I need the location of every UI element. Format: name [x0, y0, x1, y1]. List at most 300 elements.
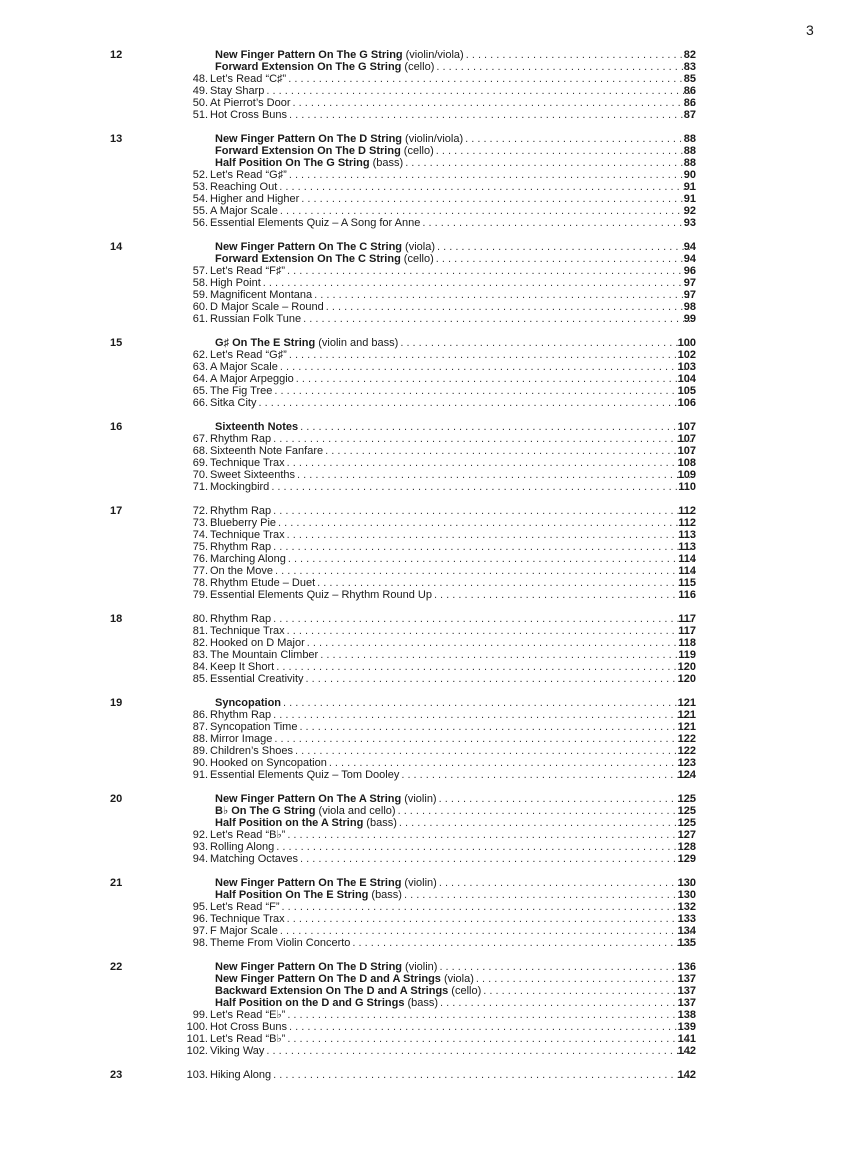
entry-body: [210, 361, 696, 373]
dot-leader: [300, 421, 694, 433]
toc-exercise-row[interactable]: [0, 541, 864, 553]
dot-leader: [287, 265, 694, 277]
section-number: 22: [110, 961, 123, 973]
exercise-number: 56.: [192, 217, 208, 229]
entry-instrument: (bass): [407, 997, 439, 1009]
toc-exercise-row[interactable]: [0, 505, 864, 517]
dot-leader: [280, 205, 694, 217]
toc-topic-row[interactable]: [0, 997, 864, 1009]
page-ref: 117: [678, 625, 696, 637]
dot-leader: [422, 217, 694, 229]
toc-exercise-row[interactable]: [0, 109, 864, 121]
page-ref: 109: [677, 469, 696, 481]
dot-leader: [273, 541, 694, 553]
page-ref: 130: [677, 877, 696, 889]
entry-body: [210, 901, 696, 913]
toc-section: [0, 793, 864, 865]
entry-title: Half Position on the D and G Strings: [215, 997, 405, 1009]
toc-exercise-row[interactable]: [0, 349, 864, 361]
section-number: 19: [110, 697, 123, 709]
page-ref: 98: [683, 301, 696, 313]
dot-leader: [276, 841, 694, 853]
entry-title: Forward Extension On The C String: [215, 253, 401, 265]
exercise-number: 60.: [192, 301, 208, 313]
entry-body: [210, 853, 696, 865]
dot-leader: [273, 1069, 694, 1081]
entry-title: Essential Creativity: [210, 673, 304, 685]
page-ref: 83: [683, 61, 696, 73]
entry-body: [210, 913, 696, 925]
page-ref: 120: [677, 661, 696, 673]
entry-title: Hooked on D Major: [210, 637, 305, 649]
toc-exercise-row[interactable]: [0, 829, 864, 841]
page-ref: 110: [678, 481, 696, 493]
toc-topic-row[interactable]: [0, 133, 864, 145]
toc-topic-row[interactable]: [0, 61, 864, 73]
entry-instrument: (cello): [403, 253, 434, 265]
exercise-number: 94.: [192, 853, 208, 865]
dot-leader: [301, 193, 694, 205]
dot-leader: [439, 961, 694, 973]
page-ref: 92: [683, 205, 696, 217]
entry-body: [210, 1069, 696, 1081]
toc-exercise-row[interactable]: [0, 637, 864, 649]
dot-leader: [287, 457, 694, 469]
page-ref: 128: [677, 841, 696, 853]
page-ref: 133: [677, 913, 696, 925]
entry-body: [215, 253, 696, 265]
toc-topic-row[interactable]: [0, 253, 864, 265]
toc-topic-row[interactable]: [0, 817, 864, 829]
exercise-number: 89.: [192, 745, 208, 757]
page-ref: 137: [677, 985, 696, 997]
entry-body: [210, 829, 696, 841]
section-number: 20: [110, 793, 123, 805]
entry-title: Hooked on Syncopation: [210, 757, 327, 769]
entry-instrument: (violin): [404, 877, 437, 889]
page-ref: 142: [677, 1045, 696, 1057]
toc-exercise-row[interactable]: [0, 901, 864, 913]
page-ref: 116: [678, 589, 696, 601]
entry-title: Syncopation: [215, 697, 282, 709]
dot-leader: [398, 805, 694, 817]
entry-instrument: (violin/viola): [405, 49, 464, 61]
page-ref: 119: [678, 649, 696, 661]
page-ref: 90: [683, 169, 696, 181]
toc-topic-row[interactable]: [0, 145, 864, 157]
page-ref: 138: [677, 1009, 696, 1021]
exercise-number: 80.: [192, 613, 208, 625]
toc-exercise-row[interactable]: [0, 217, 864, 229]
dot-leader: [293, 97, 695, 109]
dot-leader: [299, 721, 694, 733]
entry-title: At Pierrot’s Door: [210, 97, 291, 109]
toc-exercise-row[interactable]: [0, 265, 864, 277]
dot-leader: [401, 769, 694, 781]
toc-exercise-row[interactable]: [0, 565, 864, 577]
dot-leader: [289, 109, 694, 121]
toc-exercise-row[interactable]: [0, 589, 864, 601]
dot-leader: [307, 637, 694, 649]
entry-instrument: (cello): [451, 985, 482, 997]
toc-exercise-row[interactable]: [0, 1069, 864, 1081]
exercise-number: 51.: [192, 109, 208, 121]
toc-topic-row[interactable]: [0, 421, 864, 433]
page-ref: 137: [677, 997, 696, 1009]
toc-topic-row[interactable]: [0, 805, 864, 817]
entry-title: The Mountain Climber: [210, 649, 319, 661]
toc-exercise-row[interactable]: [0, 613, 864, 625]
dot-leader: [303, 313, 694, 325]
toc-exercise-row[interactable]: [0, 1033, 864, 1045]
page-ref: 96: [683, 265, 696, 277]
toc-topic-row[interactable]: [0, 49, 864, 61]
toc-exercise-row[interactable]: [0, 853, 864, 865]
dot-leader: [314, 289, 694, 301]
entry-title: Half Position On The E String: [215, 889, 369, 901]
dot-leader: [289, 1021, 694, 1033]
page-ref: 97: [683, 277, 696, 289]
toc-exercise-row[interactable]: [0, 85, 864, 97]
toc-topic-row[interactable]: [0, 877, 864, 889]
toc-exercise-row[interactable]: [0, 313, 864, 325]
toc-exercise-row[interactable]: [0, 841, 864, 853]
dot-leader: [434, 589, 694, 601]
dot-leader: [288, 73, 694, 85]
entry-body: [210, 1033, 696, 1045]
dot-leader: [288, 553, 694, 565]
exercise-number: 77.: [192, 565, 208, 577]
table-of-contents: [0, 49, 864, 1093]
toc-exercise-row[interactable]: [0, 553, 864, 565]
toc-exercise-row[interactable]: [0, 289, 864, 301]
toc-exercise-row[interactable]: [0, 937, 864, 949]
toc-exercise-row[interactable]: [0, 709, 864, 721]
toc-topic-row[interactable]: [0, 889, 864, 901]
toc-exercise-row[interactable]: [0, 481, 864, 493]
entry-body: [215, 337, 696, 349]
exercise-number: 48.: [192, 73, 208, 85]
entry-body: [210, 745, 696, 757]
exercise-number: 91.: [192, 769, 208, 781]
entry-body: [210, 541, 696, 553]
entry-title: Half Position on the A String: [215, 817, 364, 829]
dot-leader: [437, 241, 694, 253]
dot-leader: [465, 133, 694, 145]
page-ref: 112: [678, 505, 696, 517]
entry-title: Hiking Along: [210, 1069, 272, 1081]
dot-leader: [436, 145, 694, 157]
toc-topic-row[interactable]: [0, 241, 864, 253]
toc-topic-row[interactable]: [0, 961, 864, 973]
exercise-number: 55.: [192, 205, 208, 217]
exercise-number: 57.: [192, 265, 208, 277]
entry-body: [210, 925, 696, 937]
page-ref: 91: [683, 181, 696, 193]
dot-leader: [399, 817, 694, 829]
entry-title: Blueberry Pie: [210, 517, 277, 529]
entry-body: [210, 637, 696, 649]
entry-title: Let’s Read “B♭”: [210, 1033, 286, 1045]
page-ref: 86: [683, 85, 696, 97]
entry-title: New Finger Pattern On The A String: [215, 793, 402, 805]
entry-body: [210, 193, 696, 205]
dot-leader: [287, 913, 694, 925]
dot-leader: [282, 901, 695, 913]
toc-exercise-row[interactable]: [0, 745, 864, 757]
exercise-number: 76.: [192, 553, 208, 565]
dot-leader: [266, 85, 694, 97]
dot-leader: [266, 1045, 694, 1057]
entry-body: [210, 553, 696, 565]
entry-title: Stay Sharp: [210, 85, 265, 97]
page-ref: 121: [677, 709, 696, 721]
entry-title: Matching Octaves: [210, 853, 299, 865]
page-ref: 104: [677, 373, 696, 385]
dot-leader: [273, 613, 694, 625]
exercise-number: 82.: [192, 637, 208, 649]
section-number: 16: [110, 421, 123, 433]
toc-exercise-row[interactable]: [0, 373, 864, 385]
exercise-number: 66.: [192, 397, 208, 409]
exercise-number: 52.: [192, 169, 208, 181]
entry-title: Rhythm Rap: [210, 709, 272, 721]
toc-section: [0, 241, 864, 325]
dot-leader: [436, 61, 694, 73]
page-ref: 102: [677, 349, 696, 361]
entry-title: Rolling Along: [210, 841, 275, 853]
entry-body: [210, 649, 696, 661]
exercise-number: 88.: [192, 733, 208, 745]
toc-exercise-row[interactable]: [0, 457, 864, 469]
toc-exercise-row[interactable]: [0, 169, 864, 181]
entry-body: [210, 1009, 696, 1021]
toc-exercise-row[interactable]: [0, 97, 864, 109]
toc-exercise-row[interactable]: [0, 193, 864, 205]
exercise-number: 53.: [192, 181, 208, 193]
entry-body: [215, 817, 696, 829]
dot-leader: [280, 361, 694, 373]
entry-body: [210, 505, 696, 517]
toc-exercise-row[interactable]: [0, 673, 864, 685]
exercise-number: 86.: [192, 709, 208, 721]
exercise-number: 61.: [192, 313, 208, 325]
entry-title: Let’s Read “B♭”: [210, 829, 286, 841]
page-ref: 114: [678, 565, 696, 577]
entry-title: On the Move: [210, 565, 273, 577]
toc-topic-row[interactable]: [0, 985, 864, 997]
entry-body: [210, 109, 696, 121]
entry-body: [210, 217, 696, 229]
entry-body: [210, 73, 696, 85]
entry-title: Technique Trax: [210, 457, 285, 469]
exercise-number: 97.: [192, 925, 208, 937]
page-ref: 121: [677, 697, 696, 709]
dot-leader: [296, 373, 694, 385]
toc-exercise-row[interactable]: [0, 913, 864, 925]
toc-exercise-row[interactable]: [0, 301, 864, 313]
toc-exercise-row[interactable]: [0, 1009, 864, 1021]
dot-leader: [273, 433, 694, 445]
entry-title: New Finger Pattern On The D String: [215, 133, 403, 145]
entry-instrument: (viola and cello): [318, 805, 396, 817]
entry-title: Let’s Read “C♯”: [210, 73, 287, 85]
toc-topic-row[interactable]: [0, 973, 864, 985]
toc-section: [0, 1069, 864, 1081]
exercise-number: 69.: [192, 457, 208, 469]
page-ref: 134: [677, 925, 696, 937]
entry-body: [210, 565, 696, 577]
entry-body: [210, 349, 696, 361]
toc-exercise-row[interactable]: [0, 529, 864, 541]
dot-leader: [283, 697, 694, 709]
page-ref: 132: [677, 901, 696, 913]
toc-exercise-row[interactable]: [0, 721, 864, 733]
toc-exercise-row[interactable]: [0, 577, 864, 589]
entry-body: [210, 673, 696, 685]
dot-leader: [306, 673, 694, 685]
entry-body: [215, 421, 696, 433]
entry-body: [210, 433, 696, 445]
toc-exercise-row[interactable]: [0, 205, 864, 217]
toc-exercise-row[interactable]: [0, 649, 864, 661]
entry-body: [210, 277, 696, 289]
entry-title: High Point: [210, 277, 261, 289]
toc-exercise-row[interactable]: [0, 757, 864, 769]
dot-leader: [287, 625, 694, 637]
page-ref: 122: [677, 733, 696, 745]
page-ref: 127: [677, 829, 696, 841]
entry-body: [210, 577, 696, 589]
toc-exercise-row[interactable]: [0, 733, 864, 745]
section-number: 12: [110, 49, 123, 61]
toc-exercise-row[interactable]: [0, 385, 864, 397]
dot-leader: [300, 853, 694, 865]
toc-exercise-row[interactable]: [0, 73, 864, 85]
toc-exercise-row[interactable]: [0, 397, 864, 409]
exercise-number: 59.: [192, 289, 208, 301]
toc-section: [0, 505, 864, 601]
toc-exercise-row[interactable]: [0, 517, 864, 529]
exercise-number: 58.: [192, 277, 208, 289]
page-ref: 99: [683, 313, 696, 325]
dot-leader: [400, 337, 694, 349]
exercise-number: 102.: [186, 1045, 208, 1057]
exercise-number: 64.: [192, 373, 208, 385]
entry-instrument: (violin and bass): [318, 337, 399, 349]
toc-topic-row[interactable]: [0, 337, 864, 349]
dot-leader: [279, 181, 694, 193]
page-ref: 108: [677, 457, 696, 469]
dot-leader: [352, 937, 694, 949]
toc-section: [0, 613, 864, 685]
dot-leader: [329, 757, 694, 769]
exercise-number: 78.: [192, 577, 208, 589]
toc-exercise-row[interactable]: [0, 925, 864, 937]
entry-body: [210, 97, 696, 109]
page-ref: 130: [677, 889, 696, 901]
dot-leader: [295, 745, 694, 757]
toc-exercise-row[interactable]: [0, 277, 864, 289]
entry-body: [210, 757, 696, 769]
toc-topic-row[interactable]: [0, 793, 864, 805]
toc-topic-row[interactable]: [0, 697, 864, 709]
entry-body: [210, 937, 696, 949]
page-ref: 113: [678, 541, 696, 553]
exercise-number: 73.: [192, 517, 208, 529]
exercise-number: 103.: [186, 1069, 208, 1081]
dot-leader: [317, 577, 694, 589]
page-ref: 115: [678, 577, 696, 589]
toc-exercise-row[interactable]: [0, 361, 864, 373]
toc-exercise-row[interactable]: [0, 625, 864, 637]
page-ref: 100: [677, 337, 696, 349]
dot-leader: [476, 973, 694, 985]
toc-exercise-row[interactable]: [0, 433, 864, 445]
toc-exercise-row[interactable]: [0, 661, 864, 673]
page-ref: 129: [677, 853, 696, 865]
entry-title: A Major Scale: [210, 361, 278, 373]
entry-title: Magnificent Montana: [210, 289, 313, 301]
page-ref: 120: [677, 673, 696, 685]
entry-title: Syncopation Time: [210, 721, 298, 733]
toc-section: [0, 961, 864, 1057]
toc-exercise-row[interactable]: [0, 1021, 864, 1033]
entry-body: [210, 457, 696, 469]
entry-title: F Major Scale: [210, 925, 278, 937]
toc-topic-row[interactable]: [0, 157, 864, 169]
entry-body: [215, 61, 696, 73]
entry-title: Hot Cross Buns: [210, 1021, 288, 1033]
toc-exercise-row[interactable]: [0, 469, 864, 481]
dot-leader: [287, 1033, 694, 1045]
section-number: 13: [110, 133, 123, 145]
entry-body: [210, 397, 696, 409]
entry-instrument: (violin/viola): [405, 133, 464, 145]
dot-leader: [274, 733, 694, 745]
dot-leader: [466, 49, 694, 61]
dot-leader: [271, 481, 694, 493]
toc-exercise-row[interactable]: [0, 181, 864, 193]
entry-title: A Major Scale: [210, 205, 278, 217]
dot-leader: [325, 445, 694, 457]
entry-title: The Fig Tree: [210, 385, 273, 397]
dot-leader: [287, 529, 694, 541]
entry-title: Rhythm Rap: [210, 505, 272, 517]
dot-leader: [275, 565, 694, 577]
entry-title: Backward Extension On The D and A Strings: [215, 985, 449, 997]
entry-title: New Finger Pattern On The D and A Strings: [215, 973, 441, 985]
section-number: 23: [110, 1069, 123, 1081]
toc-exercise-row[interactable]: [0, 1045, 864, 1057]
toc-exercise-row[interactable]: [0, 769, 864, 781]
entry-title: Rhythm Rap: [210, 433, 272, 445]
exercise-number: 74.: [192, 529, 208, 541]
page-ref: 125: [677, 793, 696, 805]
exercise-number: 50.: [192, 97, 208, 109]
entry-body: [215, 793, 696, 805]
entry-title: New Finger Pattern On The E String: [215, 877, 402, 889]
exercise-number: 96.: [192, 913, 208, 925]
toc-exercise-row[interactable]: [0, 445, 864, 457]
page-ref: 88: [683, 157, 696, 169]
entry-body: [210, 85, 696, 97]
exercise-number: 70.: [192, 469, 208, 481]
exercise-number: 92.: [192, 829, 208, 841]
entry-body: [210, 301, 696, 313]
entry-body: [210, 469, 696, 481]
dot-leader: [297, 469, 694, 481]
